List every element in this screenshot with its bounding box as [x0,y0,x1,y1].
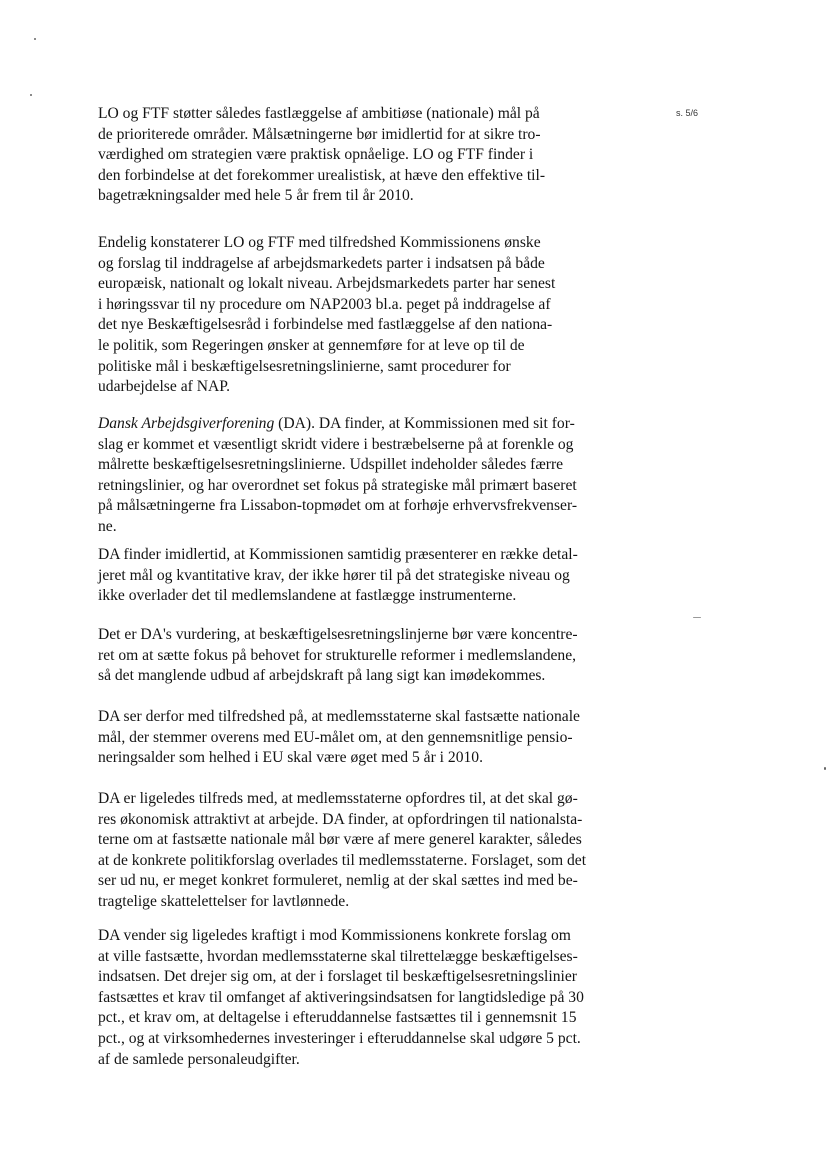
text-line: indsatsen. Det drejer sig om, at der i forslaget til beskæftigelsesretningslinier [98,968,577,986]
text-line: de prioriterede områder. Målsætningerne bør imidlertid for at sikre tro- [98,125,541,143]
text-line: det nye Beskæftigelsesråd i forbindelse med fastlæggelse af den nationa- [98,316,553,334]
text-line: politiske mål i beskæftigelsesretningslinierne, samt procedurer for [98,357,511,375]
text-line: LO og FTF støtter således fastlæggelse af ambitiøse (nationale) mål på [98,105,540,122]
text-line: på målsætningerne fra Lissabon-topmødet om at forhøje erhvervsfrekvenser- [98,497,578,515]
text-line: at de konkrete politikforslag overlades til medlemsstaterne. Forslaget, som det [98,851,587,869]
paragraph-lo-ftf-ambitious-goals [98,104,610,207]
text-line: pct., og at virksomhedernes investeringer i efteruddannelse skal udgøre 5 pct. [98,1029,581,1047]
paragraph-da-detailed-goals [98,545,610,607]
text-line: ret om at sætte fokus på behovet for strukturelle reformer i medlemslandene, [98,646,577,664]
text-line: værdighed om strategien være praktisk opnåelige. LO og FTF finder i [98,146,534,164]
text-line: den forbindelse at det forekommer urealistisk, at hæve den effektive til- [98,166,546,184]
paragraph-da-structural-reforms [98,625,610,687]
text-line: fastsættes et krav til omfanget af aktiveringsindsatsen for langtidsledige på 30 [98,988,584,1006]
organization-name: Dansk Arbejdsgiverforening [98,415,275,432]
paragraph-da-activation-requirements [98,926,610,1070]
text-line: tragtelige skattelettelser for lavtlønnede. [98,892,350,910]
page-number: s. 5/6 [676,108,699,118]
text-line: jeret mål og kvantitative krav, der ikke hører til på det strategiske niveau og [98,566,570,584]
scan-speck [34,38,36,40]
text-line: målrette beskæftigelsesretningslinierne. Udspillet indeholder således færre [98,456,564,474]
text-line: Det er DA's vurdering, at beskæftigelsesretningslinjerne bør være koncentre- [98,626,578,643]
paragraph-da-work-incentives [98,789,610,913]
text-line: DA vender sig ligeledes kraftigt i mod Kommissionens konkrete forslag om [98,927,571,944]
text-line: mål, der stemmer overens med EU-målet om, at den gennemsnitlige pensio- [98,728,573,746]
text-line: DA ser derfor med tilfredshed på, at medlemsstaterne skal fastsætte nationale [98,708,580,725]
text-line: så det manglende udbud af arbejdskraft på lang sigt kan imødekommes. [98,667,546,685]
text-line-rest: (DA). DA finder, at Kommissionen med sit for- [274,415,575,432]
text-line: le politik, som Regeringen ønsker at gennemføre for at leve op til de [98,336,525,354]
text-line: bagetrækningsalder med hele 5 år frem til år 2010. [98,187,414,205]
text-line: retningslinier, og har overordnet set fokus på strategiske mål primært baseret [98,476,577,494]
scan-speck [824,767,826,770]
paragraph-da-intro [98,414,610,538]
scan-speck [693,617,701,618]
text-line: i høringssvar til ny procedure om NAP2003 bl.a. peget på inddragelse af [98,295,551,313]
text-line: res økonomisk attraktivt at arbejde. DA finder, at opfordringen til nationalsta- [98,810,583,828]
text-line: ser ud nu, er meget konkret formuleret, nemlig at der skal sættes ind med be- [98,872,578,890]
scan-speck [30,94,32,96]
text-line: DA finder imidlertid, at Kommissionen samtidig præsenterer en række detal- [98,546,578,563]
paragraph-da-retirement-age [98,707,610,769]
paragraph-lo-ftf-social-partners [98,233,610,398]
text-line: Endelig konstaterer LO og FTF med tilfredshed Kommissionens ønske [98,234,541,251]
text-line: DA er ligeledes tilfreds med, at medlemsstaterne opfordres til, at det skal gø- [98,790,578,807]
text-line: ikke overlader det til medlemslandene at fastlægge instrumenterne. [98,587,517,605]
text-line: af de samlede personaleudgifter. [98,1050,300,1068]
text-line: og forslag til inddragelse af arbejdsmarkedets parter i indsatsen på både [98,254,545,272]
text-line: terne om at fastsætte nationale mål bør være af mere generel karakter, således [98,831,582,849]
text-line: udarbejdelse af NAP. [98,378,231,396]
text-line: slag er kommet et væsentligt skridt videre i bestræbelserne på at forenkle og [98,435,574,453]
text-line: europæisk, nationalt og lokalt niveau. Arbejdsmarkedets parter har senest [98,275,556,293]
text-line: neringsalder som helhed i EU skal være øget med 5 år i 2010. [98,749,483,767]
text-line: pct., et krav om, at deltagelse i efteruddannelse fastsættes til i gennemsnit 15 [98,1009,577,1027]
text-line [98,414,610,435]
text-line: at ville fastsætte, hvordan medlemsstaterne skal tilrettelægge beskæftigelses- [98,947,578,965]
text-line: ne. [98,517,117,535]
